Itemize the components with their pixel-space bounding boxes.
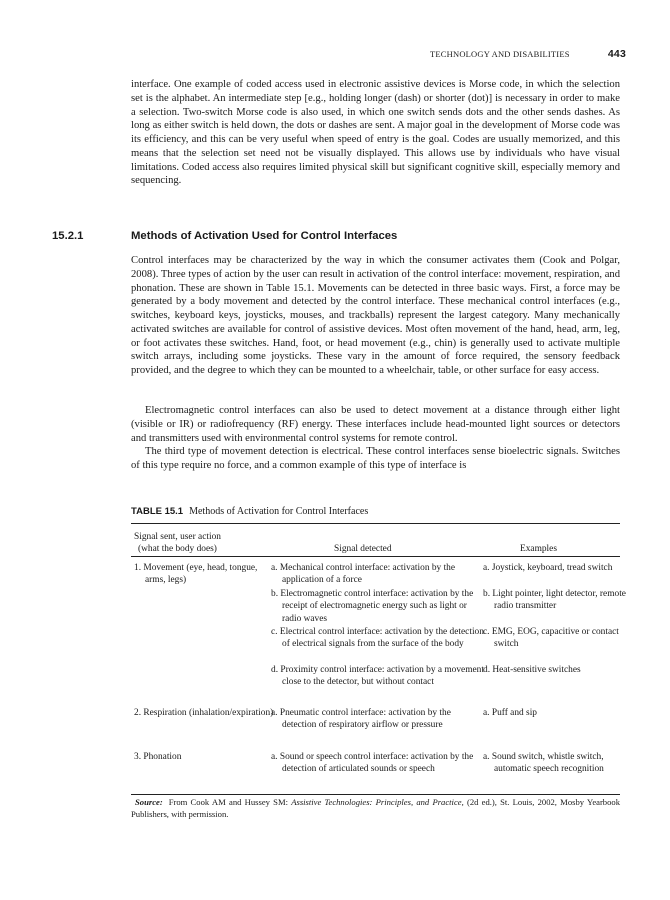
section-title: Methods of Activation Used for Control Interfaces — [131, 230, 398, 242]
table-label: TABLE 15.1 — [131, 506, 184, 517]
source-book-title: Assistive Technologies: Principles, and Practice, — [291, 797, 464, 807]
table-caption — [131, 506, 368, 517]
table-cell-example: d. Heat-sensitive switches — [483, 665, 581, 675]
table-bottom-rule — [131, 794, 620, 795]
table-header-signal: Signal detected — [334, 544, 392, 554]
table-top-rule — [131, 523, 620, 524]
table-cell-example: c. EMG, EOG, capacitive or contact switch — [483, 627, 619, 650]
source-prefix: From Cook AM and Hussey SM: — [168, 797, 288, 807]
source-label: Source: — [135, 797, 163, 807]
running-head — [430, 49, 626, 59]
table-cell-signal: a. Pneumatic control interface: activation by the detection of respiratory airflow or pressure — [271, 708, 451, 731]
table-source-note — [131, 797, 620, 820]
source-rest: (2d ed.), St. Louis, 2002, Mosby Yearbook Publishers, with permission. — [131, 797, 620, 819]
running-head-title: TECHNOLOGY AND DISABILITIES — [430, 49, 570, 59]
body-paragraph-1: Control interfaces may be characterized by the way in which the consumer activates them (Cook and Polgar, 2008). Three types of action by the user can result in activation of the control interface: movement, respiration, and phonation. These are shown in Table 15.1. Movements can be detected in three basic ways. First, a force may be generated by a body movement and detected by the control interface. These mechanical control interfaces (e.g., switches, keyboard keys, joysticks, mouses, and trackballs) represent the largest category. Many mechanically activated switches are available for control of assistive devices. Most often movement of the hand, head, arm, leg, or foot activates these switches. Hand, foot, or head movement (e.g., chin) is generally used to activate multiple switch arrays, including some joysticks. These vary in the amount of force required, the sensory feedback provided, and the degree to which they can be mounted to a wheelchair, table, or other surface for easy access. — [131, 255, 620, 376]
page-number: 443 — [607, 48, 626, 60]
table-cell-action: 1. Movement (eye, head, tongue, arms, legs) — [134, 563, 258, 586]
table-cell-signal: a. Mechanical control interface: activation by the application of a force — [271, 563, 456, 586]
table-cell-signal: d. Proximity control interface: activation by a movement close to the detector, but without contact — [271, 665, 484, 688]
table-cell-example: a. Sound switch, whistle switch, automatic speech recognition — [483, 752, 604, 775]
table-header-action — [134, 531, 221, 555]
section-heading — [52, 230, 397, 242]
body-paragraph-2: Electromagnetic control interfaces can also be used to detect movement at a distance through either light (visible or IR) or radiofrequency (RF) energy. These interfaces include head-mounted light sources or detectors and transmitters used with environmental control systems for remote control. — [131, 405, 620, 444]
body-paragraph-3: The third type of movement detection is electrical. These control interfaces sense bioelectric signals. Switches of this type require no force, and a common example of this type of interface is — [131, 446, 620, 471]
section-number: 15.2.1 — [52, 230, 84, 242]
table-cell-example: a. Puff and sip — [483, 708, 537, 718]
table-header-rule — [131, 556, 620, 557]
table-cell-signal: a. Sound or speech control interface: activation by the detection of articulated sounds or speech — [271, 752, 474, 775]
table-cell-example: b. Light pointer, light detector, remote radio transmitter — [483, 589, 626, 612]
table-cell-signal: b. Electromagnetic control interface: activation by the receipt of electromagnetic energy such as light or radio waves — [271, 589, 474, 624]
table-cell-signal: c. Electrical control interface: activation by the detection of electrical signals from the surface of the body — [271, 627, 484, 650]
table-cell-example: a. Joystick, keyboard, tread switch — [483, 563, 613, 573]
intro-paragraph: interface. One example of coded access used in electronic assistive devices is Morse code, in which the selection set is the alphabet. An intermediate step [e.g., holding longer (dash) or shorter (dot)] is necessary in order to make a selection. Two-switch Morse code is also used, in which one switch sends dots and the other sends dashes. As long as either switch is held down, the dots or dashes are sent. A major goal in the development of Morse code was its efficiency, and this can be very useful when speed of entry is the goal. Codes are usually memorized, and this means that the selection set need not be visually displayed. This allows use by individuals who have visual limitations. Coded access also requires limited physical skill but significant cognitive skill, especially memory and sequencing. — [131, 79, 620, 187]
table-cell-action: 3. Phonation — [134, 752, 182, 762]
table-header-examples: Examples — [520, 544, 557, 554]
table-cell-action: 2. Respiration (inhalation/expiration) — [134, 708, 274, 718]
table-header-action-line1: Signal sent, user action — [134, 532, 221, 542]
table-caption-text: Methods of Activation for Control Interfaces — [189, 506, 369, 517]
table-header-action-line2: (what the body does) — [138, 544, 217, 554]
